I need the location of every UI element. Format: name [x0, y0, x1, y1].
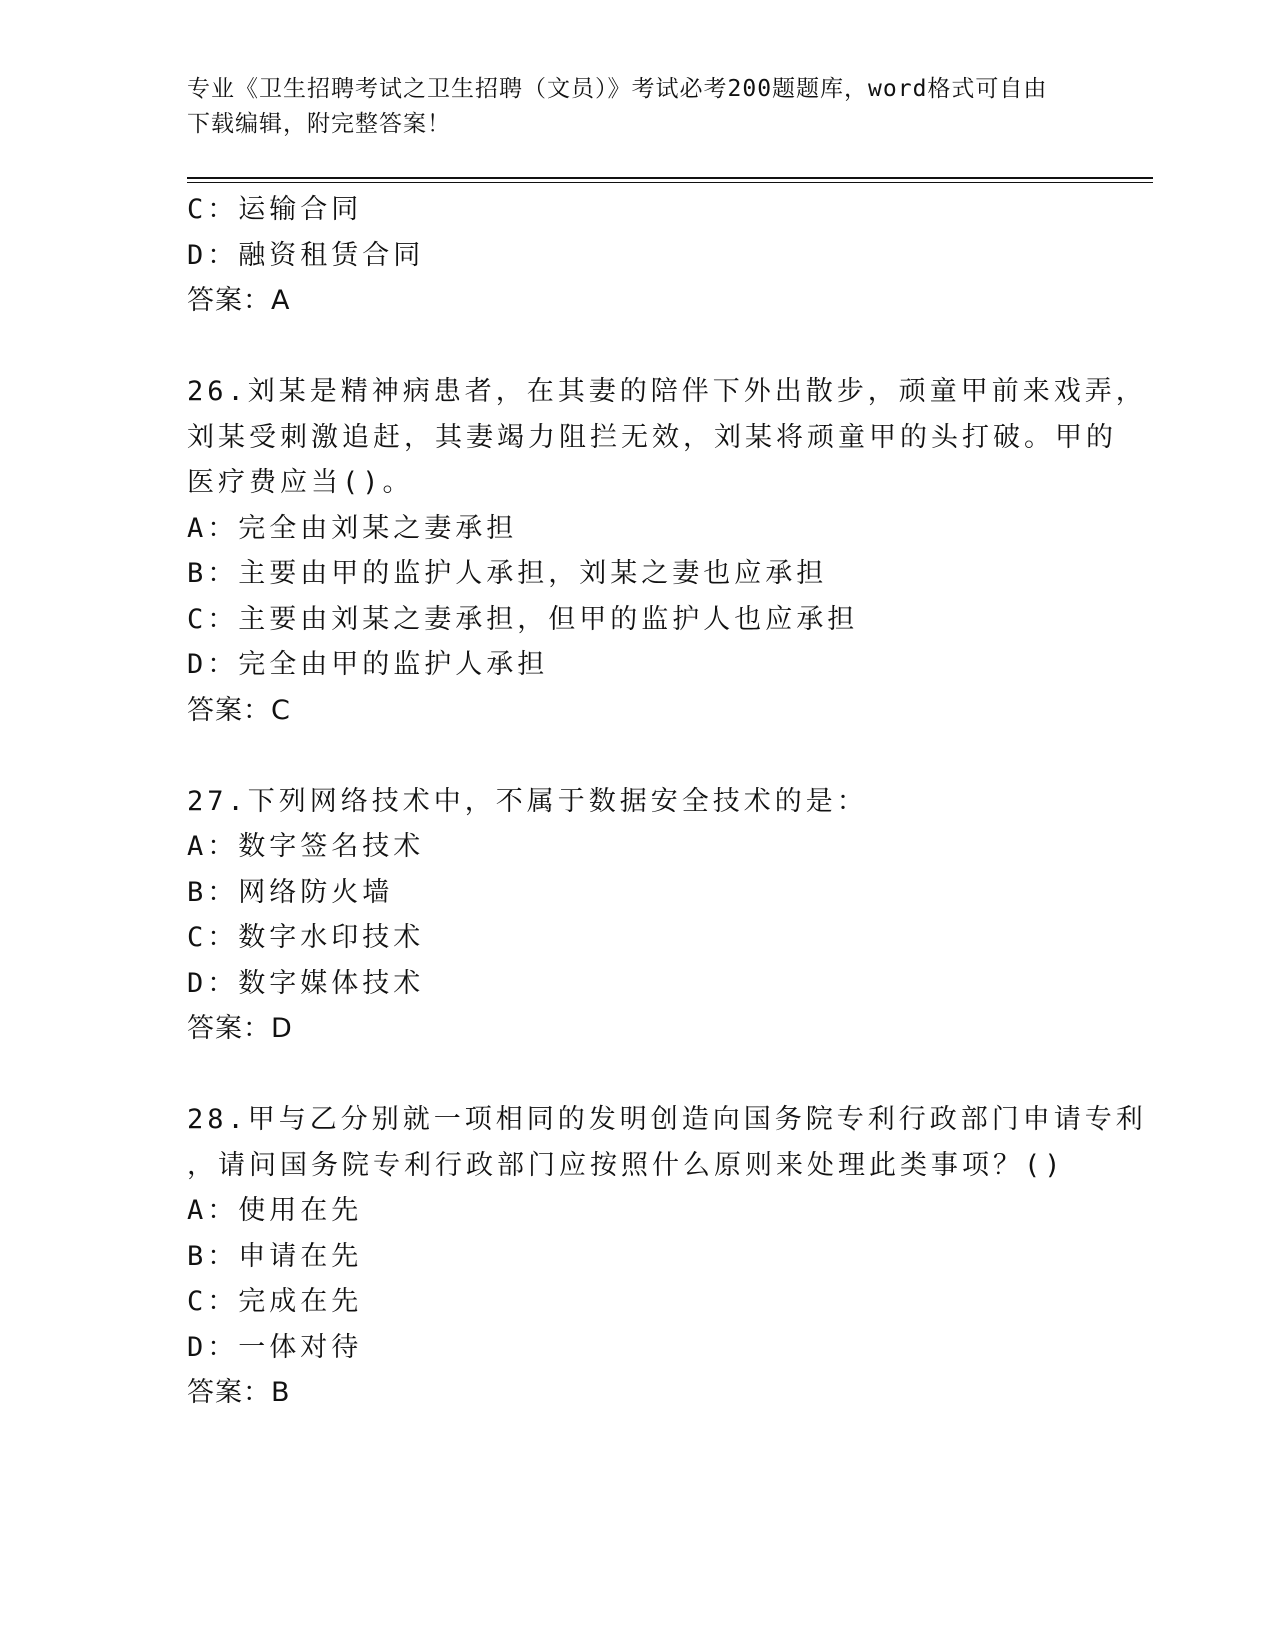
question-text-line: 医疗费应当()。: [187, 467, 414, 498]
option-a: A：数字签名技术: [187, 831, 425, 862]
option-b: B：主要由甲的监护人承担，刘某之妻也应承担: [187, 558, 828, 589]
question-block-28: [187, 1097, 1147, 1416]
question-text-line: 27.下列网络技术中，不属于数据安全技术的是：: [187, 785, 868, 817]
option-c: C：主要由刘某之妻承担，但甲的监护人也应承担: [187, 603, 859, 635]
answer-line: 答案：A: [187, 285, 291, 316]
option-d: D：融资租赁合同: [187, 239, 425, 271]
question-block-25-tail: [187, 187, 1087, 324]
header-divider-thick: [187, 177, 1153, 179]
spacer: [187, 1052, 1087, 1098]
option-b: B：网络防火墙: [187, 876, 394, 908]
option-b: B：申请在先: [187, 1240, 363, 1272]
document-header: [187, 72, 1067, 142]
option-c: C：数字水印技术: [187, 922, 425, 953]
spacer: [187, 733, 1087, 779]
question-block-26: [187, 369, 1147, 733]
question-block-27: [187, 779, 1087, 1052]
question-text-line: 26.刘某是精神病患者，在其妻的陪伴下外出散步，顽童甲前来戏弄，: [187, 376, 1147, 407]
option-c: C：运输合同: [187, 194, 363, 225]
question-text-line: 刘某受刺激追赶，其妻竭力阻拦无效，刘某将顽童甲的头打破。甲的: [187, 421, 1117, 453]
answer-line: 答案：B: [187, 1377, 291, 1408]
option-a: A：完全由刘某之妻承担: [187, 512, 518, 544]
question-text-line: 28.甲与乙分别就一项相同的发明创造向国务院专利行政部门申请专利: [187, 1104, 1147, 1135]
option-a: A：使用在先: [187, 1195, 363, 1226]
header-divider-thin: [187, 182, 1153, 183]
option-d: D：完全由甲的监护人承担: [187, 649, 549, 680]
question-text-line: ，请问国务院专利行政部门应按照什么原则来处理此类事项？(): [187, 1149, 1065, 1181]
option-c: C：完成在先: [187, 1286, 363, 1317]
option-d: D：一体对待: [187, 1331, 363, 1363]
question-list: [187, 187, 1147, 1416]
option-d: D：数字媒体技术: [187, 967, 425, 999]
answer-line: 答案：D: [187, 1013, 293, 1044]
answer-line: 答案：C: [187, 694, 291, 726]
spacer: [187, 324, 1087, 370]
header-text: 专业《卫生招聘考试之卫生招聘（文员）》考试必考200题题库，word格式可自由下载编辑，附完整答案！: [187, 76, 1048, 137]
